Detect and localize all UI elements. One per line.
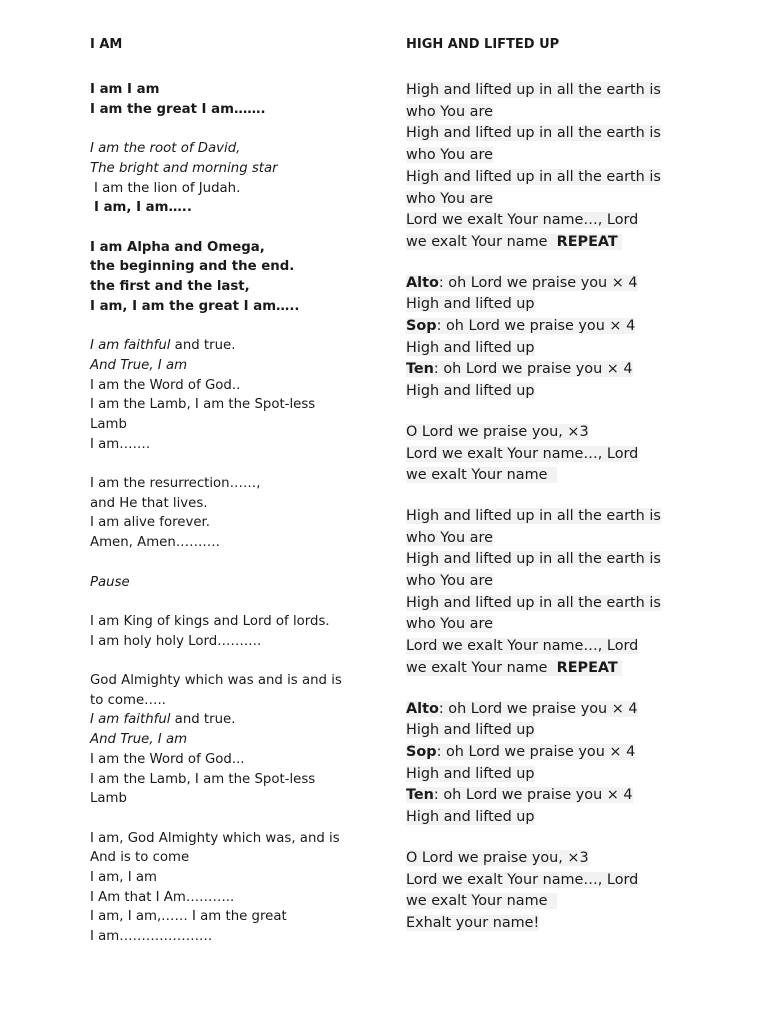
lyric-line: I am the Word of God.. [90,377,241,393]
lyric-line: I am the great I am……. [90,101,266,117]
lyric-line: High and lifted up [406,383,535,400]
part-line-alto: Alto: oh Lord we praise you × 4 [406,700,638,717]
lyric-line: O Lord we praise you, ×3 [406,423,589,440]
lyric-line: High and lifted up in all the earth is [406,594,661,611]
lyric-line: who You are [406,616,493,633]
lyric-line: I am I am [90,82,160,97]
lyric-line: we exalt Your name REPEAT [406,660,622,676]
right-column [406,36,706,935]
lyric-line: And is to come [90,850,190,866]
part-line-sop: Sop: oh Lord we praise you × 4 [406,318,636,335]
lyric-line: High and lifted up [406,339,535,356]
lyric-line: God Almighty which was and is and is [90,672,342,688]
lyric-line: Lord we exalt Your name…, Lord [406,871,639,888]
lyric-line: Lord we exalt Your name…, Lord [406,638,639,655]
lyric-line: The bright and morning star [90,160,278,176]
lyric-line: High and lifted up in all the earth is [406,507,661,524]
lyric-line: High and lifted up [406,765,535,782]
lyric-line: I am the Lamb, I am the Spot-less [90,397,316,413]
lyric-line: High and lifted up [406,809,535,826]
pause-label: Pause [90,574,130,590]
lyric-line: I am the Word of God... [90,751,245,767]
lyric-line: who You are [406,103,493,120]
lyric-line: I am, God Almighty which was, and is [90,830,340,846]
lyric-line: and He that lives. [90,495,208,511]
lyric-line: I am………………… [90,929,213,945]
part-line-alto: Alto: oh Lord we praise you × 4 [406,274,638,291]
lyric-line: we exalt Your name REPEAT [406,234,622,250]
lyric-line: who You are [406,147,493,164]
lyric-line: I am the resurrection……, [90,476,261,491]
lyric-line: we exalt Your name [406,893,557,909]
left-column [90,36,370,947]
lyric-line: I am……. [90,436,151,452]
song-title-high-and-lifted-up: HIGH AND LIFTED UP [406,37,560,52]
lyric-line: High and lifted up in all the earth is [406,168,661,185]
lyric-line: And True, I am [90,357,188,373]
lyric-line: I am the Lamb, I am the Spot-less [90,771,316,787]
part-line-ten: Ten: oh Lord we praise you × 4 [406,361,633,378]
lyric-line: High and lifted up in all the earth is [406,125,661,142]
lyric-line: I am, I am,…… I am the great [90,909,287,925]
lyric-line: the first and the last, [90,279,250,294]
lyric-line: High and lifted up [406,722,535,739]
lyric-line: High and lifted up [406,296,535,313]
lyric-line: I am alive forever. [90,515,210,531]
lyric-line: I am, I am [90,870,157,885]
lyric-line: O Lord we praise you, ×3 [406,849,589,866]
lyric-line: I am the lion of Judah. [94,180,241,196]
lyric-line: I am King of kings and Lord of lords. [90,613,330,629]
lyric-line: who You are [406,573,493,590]
repeat-marker: REPEAT [556,233,618,250]
lyric-line: who You are [406,190,493,207]
repeat-marker: REPEAT [556,659,618,676]
lyric-line: we exalt Your name [406,467,557,483]
lyric-line: I am, I am the great I am….. [90,298,300,314]
lyric-line: Lamb [90,791,127,807]
lyric-line: Amen, Amen………. [90,535,220,551]
lyric-line: who You are [406,529,493,546]
lyric-line: I am faithful and true. [90,712,236,728]
lyric-line: Lord we exalt Your name…, Lord [406,445,639,462]
lyric-line: Lamb [90,416,127,432]
lyric-line: High and lifted up in all the earth is [406,82,661,98]
lyric-line: I Am that I Am……….. [90,889,235,905]
lyric-line: Lord we exalt Your name…, Lord [406,212,639,229]
part-line-ten: Ten: oh Lord we praise you × 4 [406,787,633,804]
lyric-line-final: Exhalt your name! [406,914,540,931]
lyric-line: to come….. [90,692,166,708]
lyric-line: And True, I am [90,732,188,748]
song-title-i-am: I AM [90,37,123,52]
lyric-line: I am, I am….. [94,200,192,216]
lyric-line: I am Alpha and Omega, [90,239,265,255]
lyric-line: the beginning and the end. [90,259,295,275]
lyric-line: High and lifted up in all the earth is [406,551,661,568]
part-line-sop: Sop: oh Lord we praise you × 4 [406,743,636,760]
lyric-line: I am the root of David, [90,141,241,157]
lyric-line: I am holy holy Lord………. [90,633,262,649]
lyric-line: I am faithful and true. [90,338,236,354]
